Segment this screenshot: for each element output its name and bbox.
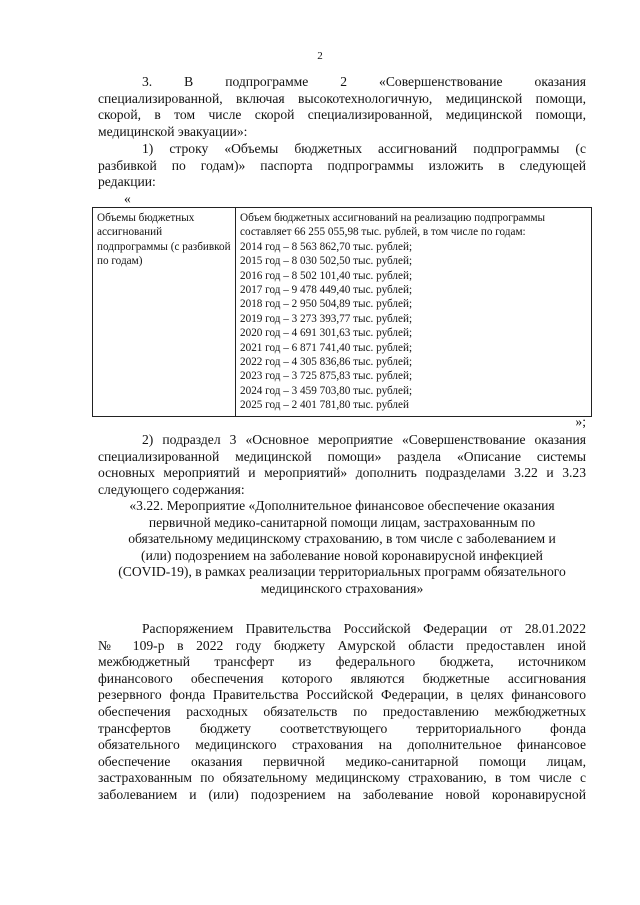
text-line: финансового обеспечения которого являются бюджетные ассигнования — [98, 670, 586, 686]
year-line: 2019 год – 3 273 393,77 тыс. рублей; — [240, 312, 413, 325]
text-line: обеспечение оказания первичной медико-санитарной помощи лицам, — [98, 753, 586, 769]
text-line: специализированной медицинской помощи» раздела «Описание системы — [98, 448, 586, 464]
text-line: обеспечения расходных обязательств по предоставлению межбюджетных — [98, 703, 586, 719]
sub2-paragraph — [98, 432, 586, 498]
year-line: 2023 год – 3 725 875,83 тыс. рублей; — [240, 370, 413, 383]
heading-line: (COVID-19), в рамках реализации территориальных программ обязательного — [118, 564, 566, 580]
sub1-paragraph — [98, 141, 586, 207]
text-line: Распоряжением Правительства Российской Федерации от 28.01.2022 — [142, 621, 586, 636]
text-line: скорой, в том числе скорой специализированной, медицинской помощи, — [98, 107, 586, 123]
section-heading-3-22 — [98, 498, 586, 598]
text-line: разбивкой по годам)» паспорта подпрограммы изложить в следующей — [98, 157, 586, 173]
close-quote: »; — [575, 414, 586, 429]
text-line: 2) подраздел 3 «Основное мероприятие «Совершенствование оказания — [142, 432, 586, 447]
text-line: 1) строку «Объемы бюджетных ассигнований подпрограммы (с — [142, 141, 586, 156]
open-quote: « — [124, 190, 131, 206]
year-line: 2015 год – 8 030 502,50 тыс. рублей; — [240, 255, 413, 268]
text-line: основных мероприятий и мероприятий» дополнить подразделами 3.22 и 3.23 — [98, 465, 586, 481]
item3-paragraph — [98, 74, 586, 140]
text-line: застрахованным по обязательному медицинскому страхованию, в том числе с — [98, 770, 586, 786]
text-line: резервного фонда Правительства Российской Федерации, в целях финансового — [98, 687, 586, 703]
text-line: заболеванием и (или) подозрением на заболевание новой коронавирусной — [98, 786, 586, 802]
table-row — [93, 208, 592, 417]
heading-line: медицинского страхования» — [260, 580, 424, 596]
year-line: 2025 год – 2 401 781,80 тыс. рублей — [240, 399, 409, 412]
text-line: трансфертов бюджету соответствующего территориального фонда — [98, 720, 586, 736]
text-line: следующего содержания: — [98, 481, 245, 497]
heading-line: первичной медико-санитарной помощи лицам, застрахованным по — [148, 514, 536, 530]
year-line: 2014 год – 8 563 862,70 тыс. рублей; — [240, 240, 413, 253]
body-paragraph — [98, 621, 586, 804]
text-line: № 109-р в 2022 году бюджету Амурской области предоставлен иной — [98, 637, 586, 653]
year-line: 2022 год – 4 305 836,86 тыс. рублей; — [240, 356, 413, 369]
year-line: 2017 год – 9 478 449,40 тыс. рублей; — [240, 284, 413, 297]
heading-line: (или) подозрением на заболевание новой коронавирусной инфекцией — [141, 547, 543, 563]
page-number: 2 — [317, 50, 323, 62]
heading-line: «3.22. Мероприятие «Дополнительное финансовое обеспечение оказания — [129, 498, 555, 513]
year-line: 2018 год – 2 950 504,89 тыс. рублей; — [240, 298, 413, 311]
passport-table — [92, 207, 592, 417]
text-line: медицинской эвакуации»: — [98, 123, 248, 139]
funding-intro: Объем бюджетных ассигнований на реализацию подпрограммы составляет 66 255 055,98 тыс. рублей, в том числе по годам: — [240, 212, 546, 239]
year-line: 2016 год – 8 502 101,40 тыс. рублей; — [240, 269, 413, 282]
text-line: 3. В подпрограмме 2 «Совершенствование оказания — [142, 74, 586, 89]
year-line: 2024 год – 3 459 703,80 тыс. рублей; — [240, 384, 413, 397]
text-line: обязательного медицинского страхования на дополнительное финансовое — [98, 737, 586, 753]
label-cell: Объемы бюджетных ассигнований подпрограммы (с разбивкой по годам) — [93, 208, 236, 417]
heading-line: обязательному медицинскому страхованию, в том числе с заболеванием и — [128, 531, 556, 547]
text-line: редакции: — [98, 174, 156, 190]
text-line: межбюджетный трансферт из федерального бюджета, источником — [98, 654, 586, 670]
year-line: 2020 год – 4 691 301,63 тыс. рублей; — [240, 327, 413, 340]
text-line: специализированной, включая высокотехнологичную, медицинской помощи, — [98, 90, 586, 106]
year-line: 2021 год – 6 871 741,40 тыс. рублей; — [240, 341, 413, 354]
value-cell — [236, 208, 592, 417]
